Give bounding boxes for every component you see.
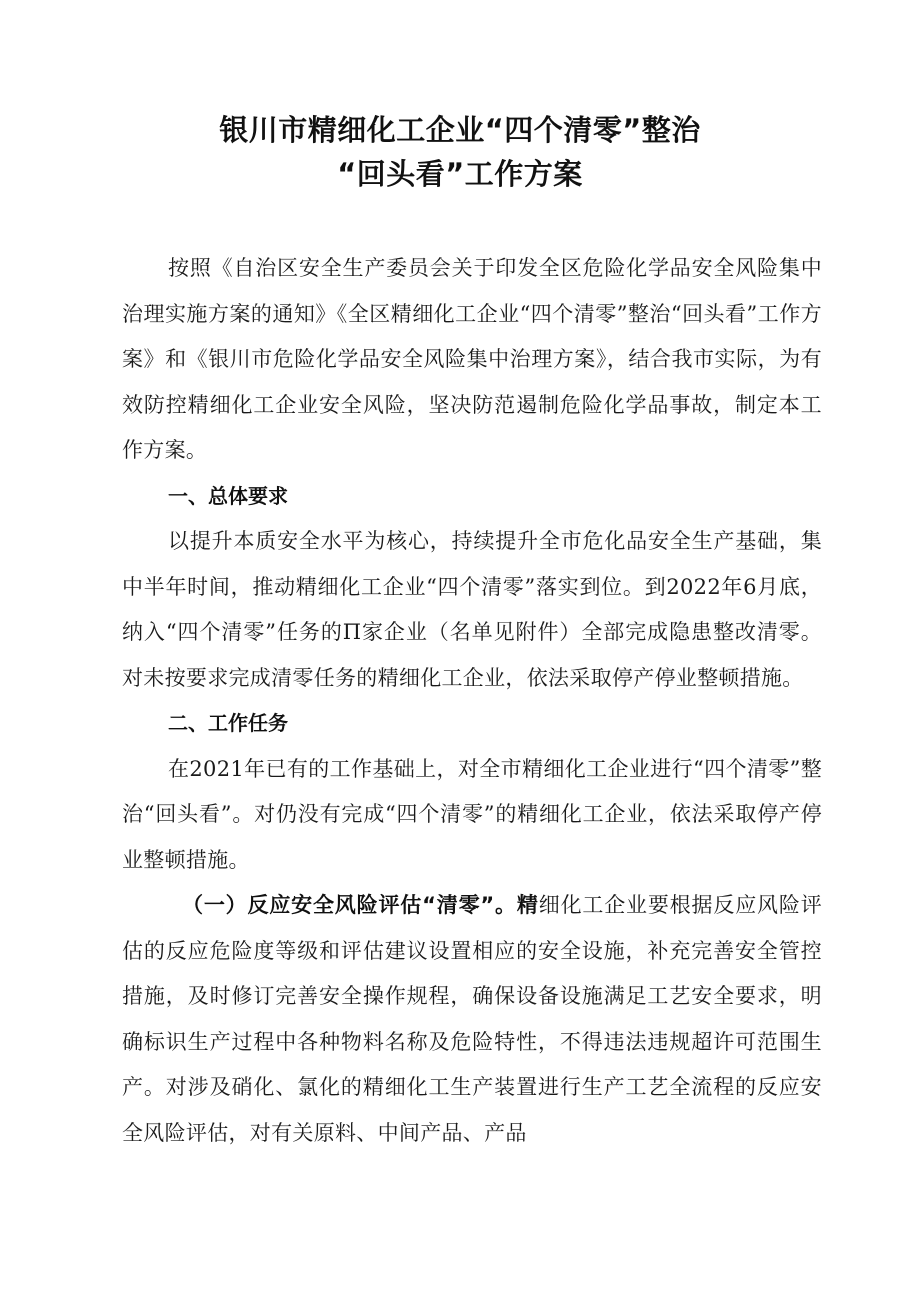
document-title [0,108,920,196]
item-1-heading: （一）反应安全风险评估“清零”。 [182,893,517,917]
section-2-heading: 二、工作任务 [168,711,288,735]
intro-paragraph: 按照《自治区安全生产委员会关于印发全区危险化学品安全风险集中治理实施方案的通知》《全区精细化工企业“四个清零”整治“回头看”工作方案》和《银川市危险化学品安全风险集中治理方案》，结合我市实际，为有效防控精细化工企业安全风险，坚决防范遏制危险化学品事故，制定本工作方案。 [122,256,822,462]
item-1-lead: 精 [516,893,539,917]
document-body [122,246,822,1156]
title-line-1: 银川市精细化工企业“四个清零”整治 [219,113,701,147]
item-1-paragraph [122,883,822,1156]
section-1-paragraph: 以提升本质安全水平为核心，持续提升全市危化品安全生产基础，集中半年时间，推动精细化工企业“四个清零”落实到位。到2022年6月底，纳入“四个清零”任务的Π家企业（名单见附件）全部完成隐患整改清零。对未按要求完成清零任务的精细化工企业，依法采取停产停业整顿措施。 [122,529,822,690]
title-line-2: “回头看”工作方案 [337,157,583,191]
section-1-heading: 一、总体要求 [168,483,288,508]
section-2-paragraph: 在2021年已有的工作基础上，对全市精细化工企业进行“四个清零”整治“回头看”。对仍没有完成“四个清零”的精细化工企业，依法采取停产停业整顿措施。 [122,756,822,872]
item-1-text: 细化工企业要根据反应风险评估的反应危险度等级和评估建议设置相应的安全设施，补充完善安全管控措施，及时修订完善安全操作规程，确保设备设施满足工艺安全要求，明确标识生产过程中各种物料名称及危险特性，不得违法违规超许可范围生产。对涉及硝化、氯化的精细化工生产装置进行生产工艺全流程的反应安全风险评估，对有关原料、中间产品、产品 [122,893,822,1145]
